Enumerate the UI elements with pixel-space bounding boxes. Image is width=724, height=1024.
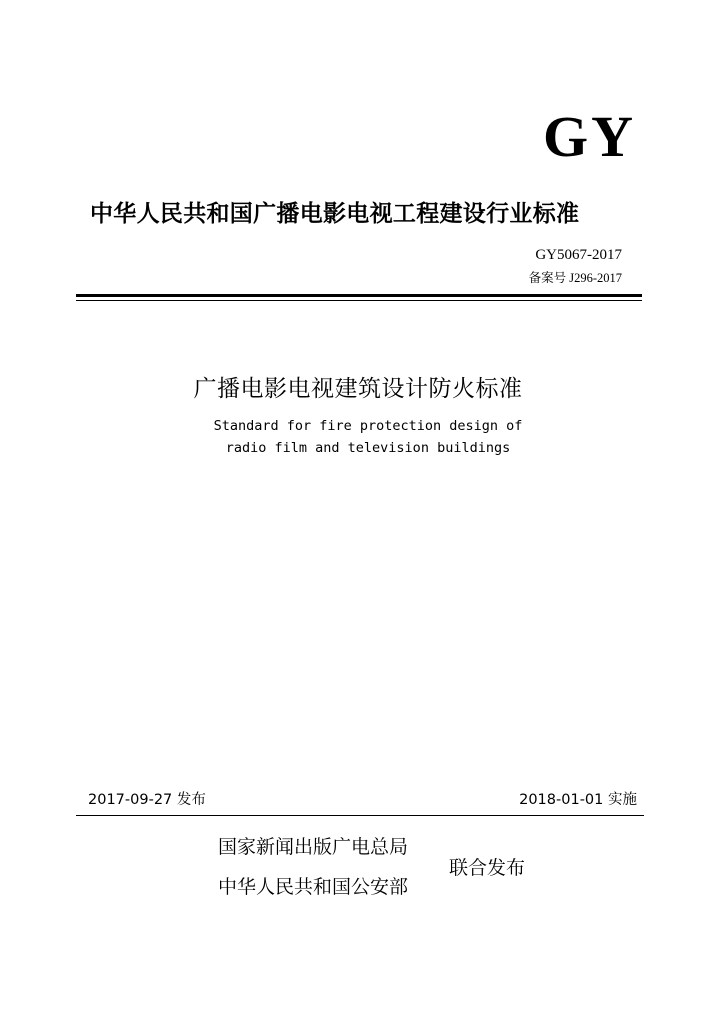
english-title-line-1 [0,417,724,435]
implementation-date: 2018-01-01 实施 [519,792,637,808]
joint-release-label: 联合发布 [449,857,526,879]
english-title-line-1-text: Standard for fire protection design of [213,418,523,434]
publisher-ministry-public-security: 中华人民共和国公安部 [218,876,409,898]
english-title-line-2 [0,439,724,457]
industry-standard-title: 中华人民共和国广播电影电视工程建设行业标准 [90,201,580,227]
document-title-chinese: 广播电影电视建筑设计防火标准 [193,376,523,402]
document-title [0,374,724,404]
footer-divider [76,815,644,816]
header-divider-thin [76,300,642,301]
publisher-nrta: 国家新闻出版广电总局 [218,836,409,858]
issue-date: 2017-09-27 发布 [88,792,206,808]
record-number: 备案号 J296-2017 [528,271,622,285]
english-title-line-2-text: radio film and television buildings [225,440,511,456]
standard-number: GY5067-2017 [535,247,622,263]
header-divider-thick [76,294,642,297]
gy-logo: GY [543,104,636,169]
